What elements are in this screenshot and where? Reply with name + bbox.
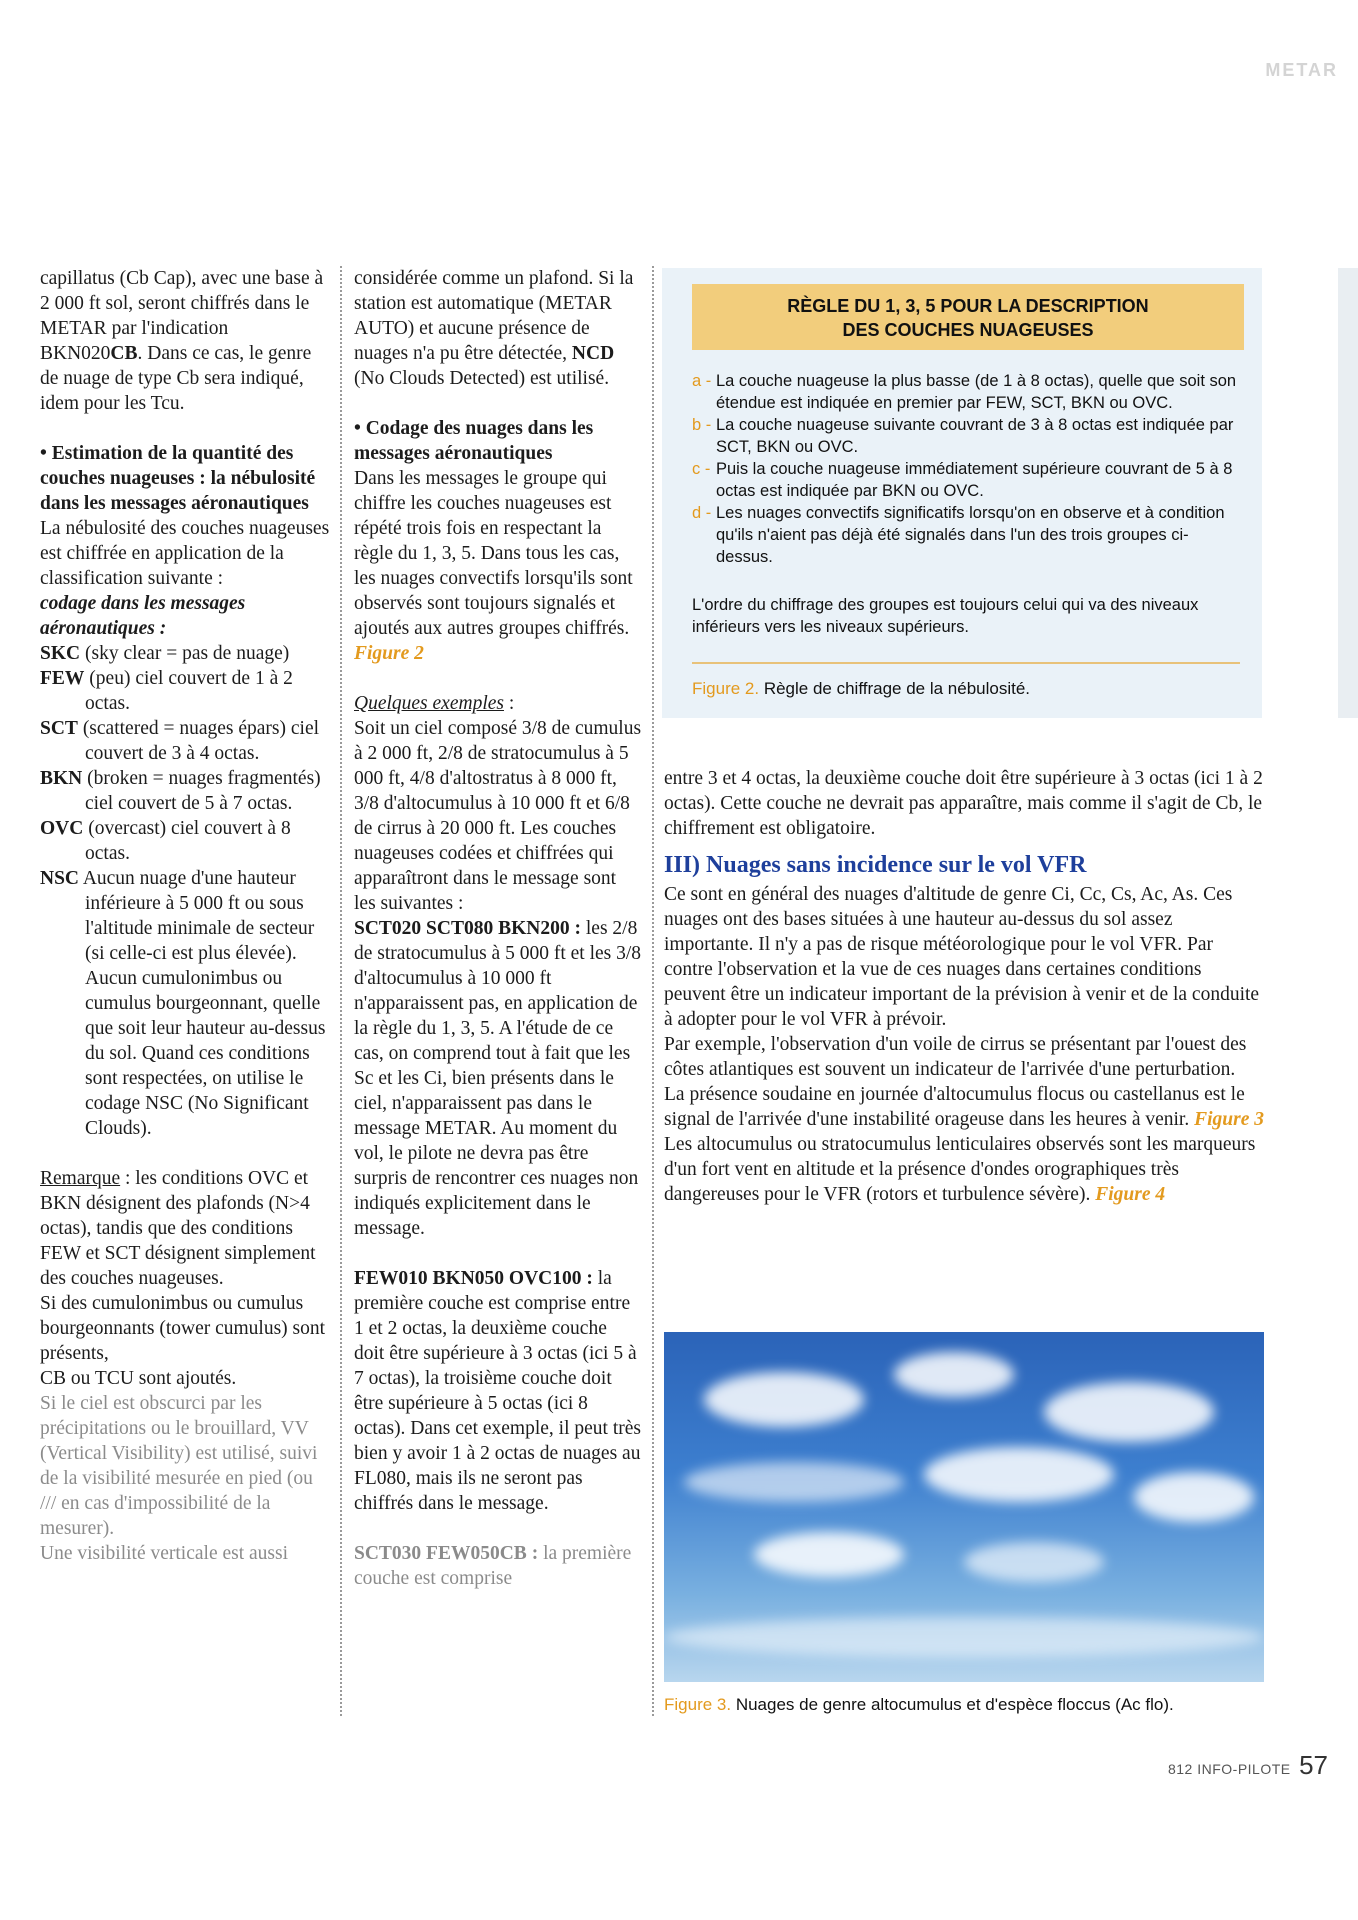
code-item-skc: SKC (sky clear = pas de nuage) xyxy=(40,643,290,664)
rule-item-c: c - Puis la couche nuageuse immédiatement supérieure couvrant de 5 à 8 octas est indiquée par BKN ou OVC. xyxy=(692,460,1233,500)
exemples-label: Quelques exemples : xyxy=(354,693,515,714)
col1-paragraph-1: capillatus (Cb Cap), avec une base à 2 000 ft sol, seront chiffrés dans le METAR par l'indication BKN020CB. Dans ce cas, le genre de nuage de type Cb sera indiqué, idem pour les Tcu. xyxy=(40,268,324,414)
rule-box-note: L'ordre du chiffrage des groupes est toujours celui qui va des niveaux inférieurs vers les niveaux supérieurs. xyxy=(692,596,1199,636)
code-item-sct: SCT (scattered = nuages épars) ciel couvert de 3 à 4 octas. xyxy=(40,718,320,764)
page-edge-strip xyxy=(1338,268,1358,718)
altocumulus-photo xyxy=(664,1332,1264,1682)
col2-paragraph-2: Dans les messages le groupe qui chiffre les couches nuageuses est répété trois fois en respectant la règle du 1, 3, 5. Dans tous les cas, les nuages convectifs lorsqu'ils sont observés sont toujours signalés et ajoutés aux autres groupes chiffrés. Figure 2 xyxy=(354,468,633,664)
figure-4-link[interactable]: Figure 4 xyxy=(1095,1184,1166,1205)
remarque-paragraph: Remarque : les conditions OVC et BKN désignent des plafonds (N>4 octas), tandis que des conditions FEW et SCT désignent simplement des couches nuageuses. xyxy=(40,1168,316,1289)
example-1: Soit un ciel composé 3/8 de cumulus à 2 000 ft, 2/8 de stratocumulus à 5 000 ft, 4/8 d'altostratus à 8 000 ft, 3/8 d'altocumulus à 10 000 ft et 6/8 de cirrus à 20 000 ft. Les couches nuageuses codées et chiffrées qui apparaîtront dans le message sont les suivantes : xyxy=(354,718,642,914)
code-list xyxy=(40,641,332,1141)
rule-box-separator xyxy=(692,662,1240,664)
section-title: III) Nuages sans incidence sur le vol VFR xyxy=(664,852,1087,878)
col3-paragraph-1: entre 3 et 4 octas, la deuxième couche doit être supérieure à 3 octas (ici 1 à 2 octas). Cette couche ne devrait pas apparaître, mais comme il s'agit de Cb, le chiffrement est obligatoire. xyxy=(664,768,1263,839)
col2-heading: • Codage des nuages dans les messages aéronautiques xyxy=(354,418,594,464)
col1-paragraph-3b: CB ou TCU sont ajoutés. xyxy=(40,1368,237,1389)
magazine-name: 812 INFO-PILOTE xyxy=(1167,1761,1291,1777)
column-divider-2 xyxy=(652,266,654,1716)
rule-box-title: RÈGLE DU 1, 3, 5 POUR LA DESCRIPTION DES COUCHES NUAGEUSES xyxy=(692,284,1244,350)
rule-item-a: a - La couche nuageuse la plus basse (de 1 à 8 octas), quelle que soit son étendue est indiquée en premier par FEW, SCT, BKN ou OVC. xyxy=(692,372,1237,412)
code-item-nsc: NSC Aucun nuage d'une hauteur inférieure à 5 000 ft ou sous l'altitude minimale de secteur (si celle-ci est plus élevée). Aucun cumulonimbus ou cumulus bourgeonnant, quelle que soit leur hauteur au-dessus du sol. Quand ces conditions sont respectées, on utilise le codage NSC (No Significant Clouds). xyxy=(40,868,326,1139)
code-item-ovc: OVC (overcast) ciel couvert à 8 octas. xyxy=(40,818,291,864)
col3-paragraph-5: Les altocumulus ou stratocumulus lenticulaires observés sont les marqueurs d'un fort vent en altitude et la présence d'ondes orographiques très dangereuses pour le VFR (rotors et turbulence sévère). Figure 4 xyxy=(664,1134,1256,1205)
rule-135-box xyxy=(662,268,1262,718)
figure-2-caption: Figure 2. Règle de chiffrage de la nébulosité. xyxy=(692,679,1031,698)
column-1 xyxy=(40,266,332,1566)
col3-paragraph-3: Par exemple, l'observation d'un voile de cirrus se présentant par l'ouest des côtes atlantiques est souvent un indicateur de l'arrivée d'une perturbation. xyxy=(664,1034,1247,1080)
figure-3-link[interactable]: Figure 3 xyxy=(1194,1109,1264,1130)
example-2-code: FEW010 BKN050 OVC100 : la première couche est comprise entre 1 et 2 octas, la deuxième couche doit être supérieure à 3 octas (ici 5 à 7 octas), la troisième couche doit être supérieure à 5 octas (ici 8 octas). Dans cet exemple, il peut très bien y avoir 1 à 2 octas de nuages au FL080, mais ils ne seront pas chiffrés dans le message. xyxy=(354,1268,641,1514)
corner-watermark: METAR xyxy=(1265,60,1338,80)
codage-label: codage dans les messages aéronautiques : xyxy=(40,593,246,639)
col1-paragraph-5: Une visibilité verticale est aussi xyxy=(40,1543,289,1564)
col3-paragraph-2: Ce sont en général des nuages d'altitude de genre Ci, Cc, Cs, Ac, As. Ces nuages ont des bases situées à une hauteur au-dessus du sol assez importante. Il n'y a pas de risque météorologique pour le vol VFR. Par contre l'observation et la vue de ces nuages dans certaines conditions peuvent être un indicateur important de la prévision à venir et de la conduite à adopter pour le vol VFR à prévoir. xyxy=(664,884,1260,1030)
page-footer xyxy=(1168,1750,1328,1781)
rule-item-d: d - Les nuages convectifs significatifs lorsqu'on en observe et à condition qu'ils n'aient pas déjà été signalés dans l'un des trois groupes ci-dessus. xyxy=(692,504,1225,566)
rule-list xyxy=(692,370,1240,568)
code-item-few: FEW (peu) ciel couvert de 1 à 2 octas. xyxy=(40,668,293,714)
column-2 xyxy=(354,266,642,1591)
col3-paragraph-4: La présence soudaine en journée d'altocumulus flocus ou castellanus est le signal de l'arrivée d'une instabilité orageuse dans les heures à venir. Figure 3 xyxy=(664,1084,1264,1130)
col1-paragraph-4: Si le ciel est obscurci par les précipitations ou le brouillard, VV (Vertical Visibility) est utilisé, suivi de la visibilité mesurée en pied (ou /// en cas d'impossibilité de la mesurer). xyxy=(40,1393,318,1539)
example-3-code: SCT030 FEW050CB : la première couche est comprise xyxy=(354,1543,632,1589)
col1-heading: • Estimation de la quantité des couches nuageuses : la nébulosité dans les messages aéronautiques xyxy=(40,443,316,514)
example-1-code: SCT020 SCT080 BKN200 : les 2/8 de stratocumulus à 5 000 ft et les 3/8 d'altocumulus à 10 000 ft n'apparaissent pas, en application de la règle du 1, 3, 5. A l'étude de ce cas, on comprend tout à fait que les Sc et les Ci, bien présents dans le ciel, n'apparaissent pas dans le message METAR. Au moment du vol, le pilote ne devra pas être surpris de rencontrer ces nuages non indiqués explicitement dans le message. xyxy=(354,918,642,1239)
rule-item-b: b - La couche nuageuse suivante couvrant de 3 à 8 octas est indiquée par SCT, BKN ou OVC. xyxy=(692,416,1234,456)
column-3 xyxy=(664,766,1264,1207)
figure-3-caption: Figure 3. Nuages de genre altocumulus et d'espèce floccus (Ac flo). xyxy=(664,1695,1174,1714)
col2-paragraph-1: considérée comme un plafond. Si la station est automatique (METAR AUTO) et aucune présence de nuages n'a pu être détectée, NCD (No Clouds Detected) est utilisé. xyxy=(354,268,634,389)
column-divider-1 xyxy=(340,266,342,1716)
figure-2-link[interactable]: Figure 2 xyxy=(354,643,424,664)
col1-paragraph-2: La nébulosité des couches nuageuses est chiffrée en application de la classification suivante : xyxy=(40,518,330,589)
code-item-bkn: BKN (broken = nuages fragmentés) ciel couvert de 5 à 7 octas. xyxy=(40,768,321,814)
col1-paragraph-3: Si des cumulonimbus ou cumulus bourgeonnants (tower cumulus) sont présents, xyxy=(40,1293,326,1364)
page-number: 57 xyxy=(1299,1750,1328,1780)
